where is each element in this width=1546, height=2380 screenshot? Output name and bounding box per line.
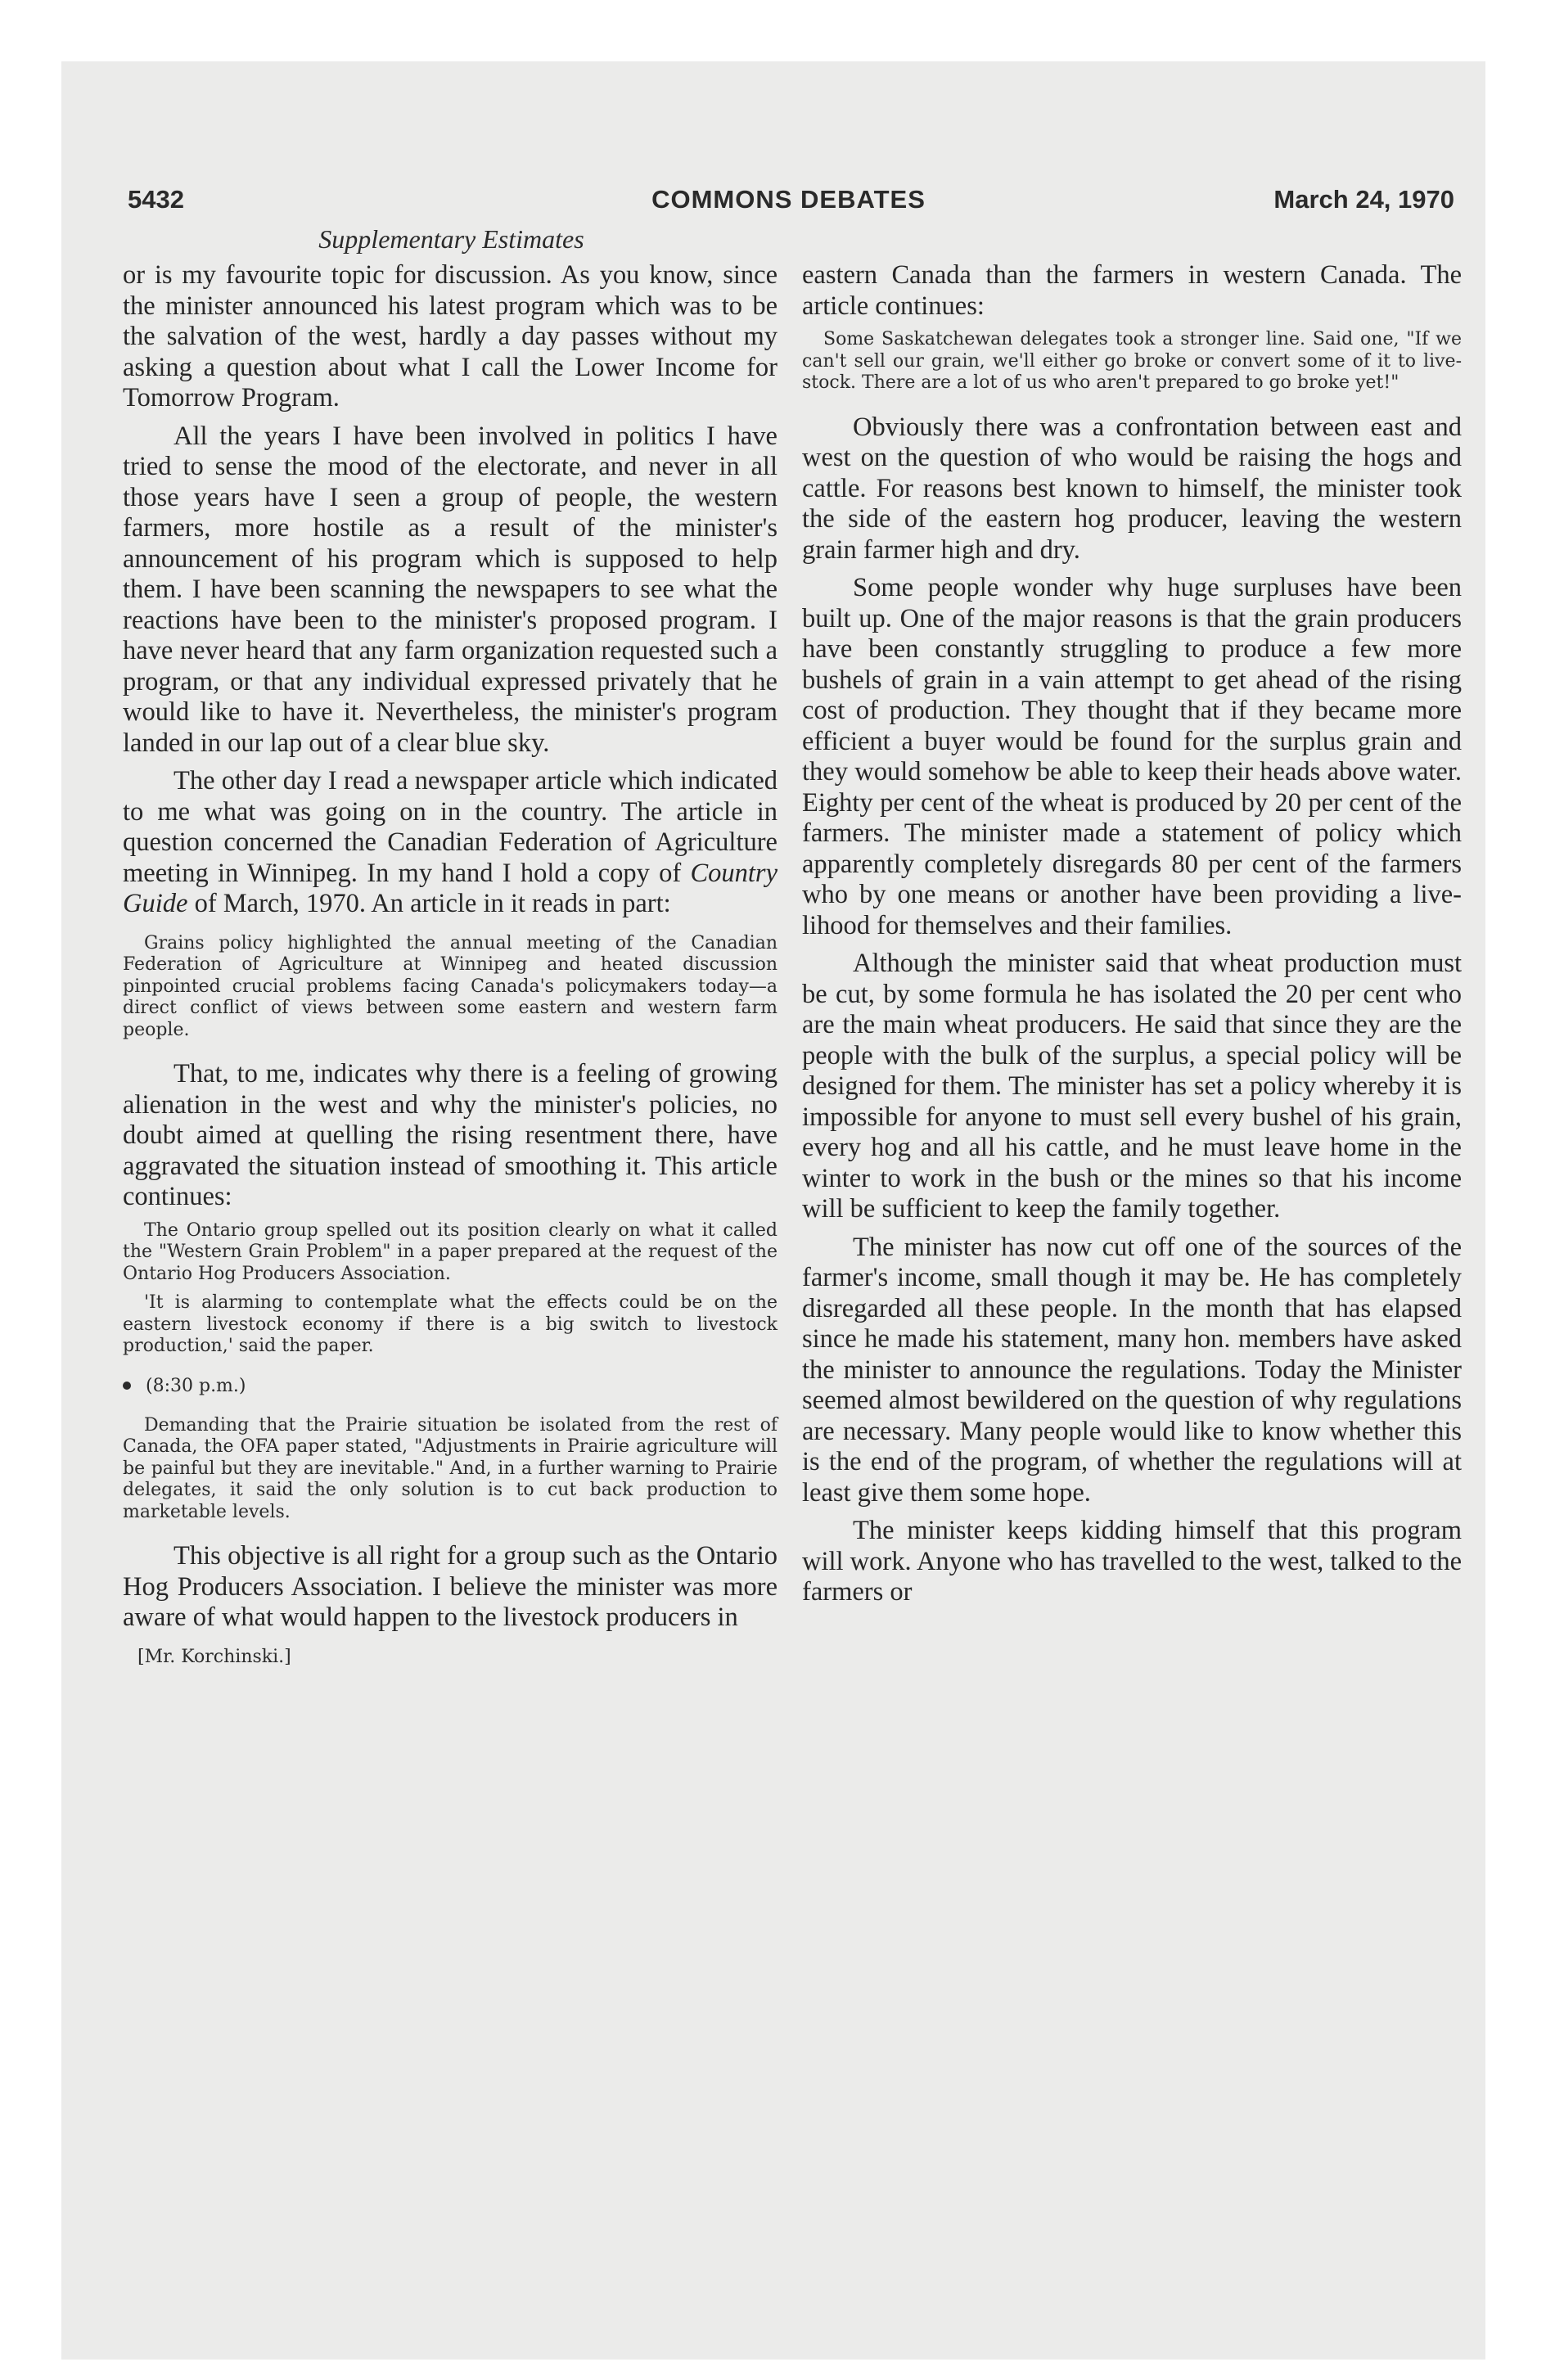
page-header	[123, 185, 1454, 218]
paragraph: eastern Canada than the farmers in western Canada. The article continues:	[802, 260, 1462, 321]
block-quote: The Ontario group spelled out its position clearly on what it called the "Western Grain Problem" in a paper prepared at the request of the Ontario Hog Producers Association.	[123, 1219, 778, 1284]
publication-name: Country Guide	[123, 858, 778, 918]
paragraph: or is my favourite topic for discussion. As you know, since the minister announced his latest program which was to be the salvation of the west, hardly a day passes without my asking a question about what I call the Lower Income for Tomorrow Program.	[123, 260, 778, 412]
time-marker	[123, 1376, 778, 1397]
paragraph-text: of March, 1970. An article in it reads in part:	[187, 889, 671, 918]
block-quote: Grains policy highlighted the annual meeting of the Canadian Federation of Agriculture at Winnipeg and heated discussion pinpointed crucial problems facing Canada's policymakers today—a direct conflict of views between some eastern and western farm people.	[123, 932, 778, 1040]
paragraph: That, to me, indicates why there is a feeling of growing alienation in the west and why the minister's policies, no doubt aimed at quelling the rising resentment there, have aggravated the situation instead of smoothing it. This article continues:	[123, 1059, 778, 1211]
paragraph-text: The other day I read a newspaper article which indicated to me what was going on in the country. The article in question concerned the Canadian Federation of Agriculture meeting in Winnipeg. In my hand I hold a copy of	[123, 766, 778, 888]
time-marker-text: (8:30 p.m.)	[146, 1375, 246, 1396]
page-number: 5432	[128, 185, 184, 214]
block-quote: Some Saskatchewan delegates took a stronger line. Said one, "If we can't sell our grain, we'll either go broke or convert some of it to livestock. There are a lot of us who aren't prepared to go broke yet!"	[802, 329, 1462, 393]
publication-title: COMMONS DEBATES	[651, 185, 926, 214]
paragraph	[123, 766, 778, 920]
paragraph: All the years I have been involved in politics I have tried to sense the mood of the electorate, and never in all those years have I seen a group of people, the western farmers, more hostile as a result of the minister's announcement of his program which is supposed to help them. I have been scanning the newspapers to see what the reactions have been to the minister's proposed program. I have never heard that any farm organization requested such a program, or that any individual expressed privately that he would like to have it. Nevertheless, the minister's program landed in our lap out of a clear blue sky.	[123, 421, 778, 758]
bullet-icon	[123, 1382, 131, 1390]
paragraph: The minister keeps kidding himself that this program will work. Anyone who has travelled to the west, talked to the farmers or	[802, 1516, 1463, 1607]
right-column	[802, 260, 1462, 1608]
block-quote: 'It is alarming to contemplate what the effects could be on the eastern livestock economy if there is a big switch to livestock production,' said the paper.	[123, 1292, 778, 1356]
paragraph: Some people wonder why huge surpluses have been built up. One of the major reasons is that the grain producers have been constantly struggling to produce a few more bushels of grain in a vain attempt to get ahead of the rising cost of production. They thought that if they became more efficient a buyer would be found for the surplus grain and they would somehow be able to keep their heads above water. Eighty per cent of the wheat is produced by 20 per cent of the farmers. The minister made a statement of policy which apparently completely disregards 80 per cent of the farmers who by one means or another have been providing a livelihood for themselves and their families.	[802, 573, 1462, 940]
paragraph: The minister has now cut off one of the sources of the farmer's income, small though it may be. He has completely disregarded all these people. In the month that has elapsed since he made his statement, many hon. members have asked the minister to announce the regulations. Today the Minister seemed almost bewildered on the question of why regulations are necessary. Many people would like to know whether this is the end of the program, of whether the regulations will at least give them some hope.	[802, 1232, 1462, 1508]
block-quote: Demanding that the Prairie situation be isolated from the rest of Canada, the OFA paper stated, "Adjustments in Prairie agriculture will be painful but they are inevitable." And, in a further warning to Prairie delegates, it said the only solution is to cut back production to marketable levels.	[123, 1414, 778, 1522]
speaker-attribution: [Mr. Korchinski.]	[137, 1646, 291, 1667]
paragraph: This objective is all right for a group such as the Ontario Hog Producers Association. I believe the minister was more aware of what would happen to the livestock producers in	[123, 1541, 778, 1632]
section-subtitle: Supplementary Estimates	[318, 224, 584, 254]
publication-date: March 24, 1970	[1273, 185, 1454, 214]
paragraph: Obviously there was a confrontation between east and west on the question of who would be raising the hogs and cattle. For reasons best known to himself, the minister took the side of the eastern hog producer, leaving the western grain farmer high and dry.	[802, 412, 1462, 565]
left-column	[123, 260, 778, 1667]
paragraph: Although the minister said that wheat production must be cut, by some formula he has isolated the 20 per cent who are the main wheat producers. He said that since they are the people with the bulk of the surplus, a special policy will be designed for them. The minister has set a policy whereby it is impossible for anyone to must sell every bushel of his grain, every hog and all his cattle, and he must leave home in the winter to work in the bush or the mines so that his income will be sufficient to keep the family together.	[802, 949, 1462, 1224]
